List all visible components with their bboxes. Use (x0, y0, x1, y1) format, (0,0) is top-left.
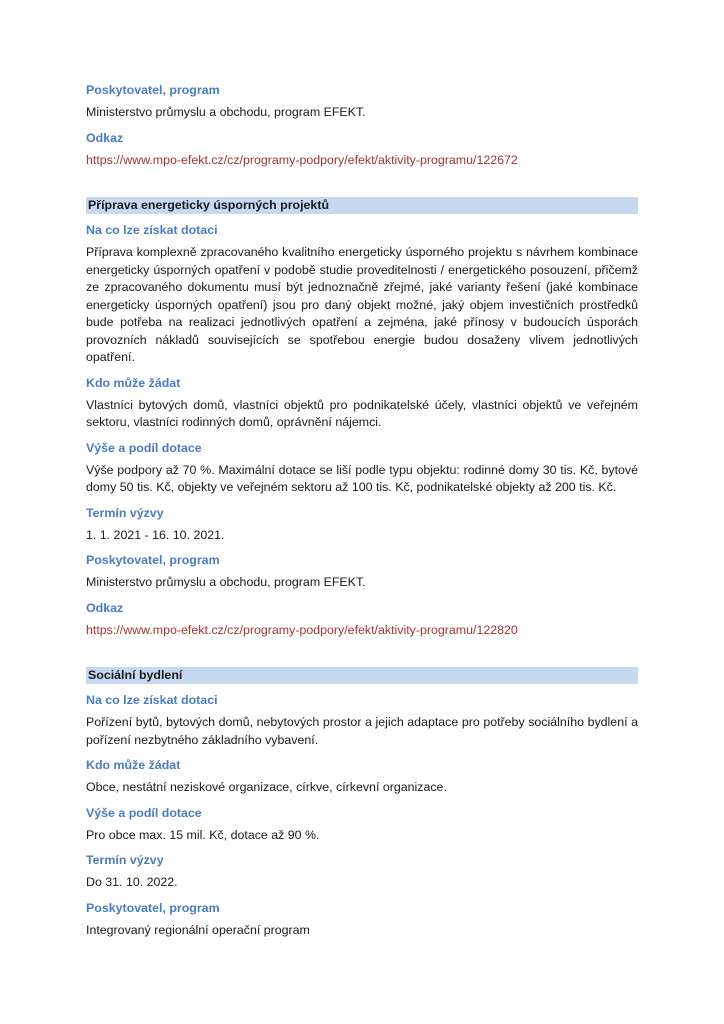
who-text: Vlastníci bytových domů, vlastníci objektů pro podnikatelské účely, vlastníci objektů ve veřejném sektoru, vlastníci rodinných domů, oprávnění nájemci. (86, 397, 638, 429)
provider-label: Poskytovatel, program (86, 83, 220, 97)
provider-text: Ministerstvo průmyslu a obchodu, program EFEKT. (86, 105, 366, 119)
spacer (86, 639, 638, 667)
deadline-text: 1. 1. 2021 - 16. 10. 2021. (86, 527, 225, 542)
amount-text: Pro obce max. 15 mil. Kč, dotace až 90 %. (86, 827, 320, 842)
amount-label: Výše a podíl dotace (86, 805, 202, 820)
deadline-text: Do 31. 10. 2022. (86, 875, 178, 889)
provider-label: Poskytovatel, program (86, 553, 220, 567)
amount-text: Výše podpory až 70 %. Maximální dotace se liší podle typu objektu: rodinné domy 30 tis. Kč, bytové domy 50 tis. Kč, objekty ve veřejném sektoru až 100 tis. Kč, podnikatelské objekty až 200 tis. Kč. (86, 462, 638, 494)
provider-label: Poskytovatel, program (86, 900, 220, 915)
section-title: Příprava energeticky úsporných projektů (86, 197, 638, 214)
what-label: Na co lze získat dotaci (86, 223, 218, 237)
program-link[interactable]: https://www.mpo-efekt.cz/cz/programy-podpory/efekt/aktivity-programu/122672 (86, 152, 518, 167)
who-label: Kdo může žádat (86, 375, 181, 390)
amount-label: Výše a podíl dotace (86, 440, 202, 455)
link-label: Odkaz (86, 600, 124, 615)
deadline-label: Termín výzvy (86, 505, 164, 520)
deadline-label: Termín výzvy (86, 853, 164, 867)
provider-text: Ministerstvo průmyslu a obchodu, program EFEKT. (86, 575, 366, 589)
spacer (86, 169, 638, 197)
provider-text: Integrovaný regionální operační program (86, 922, 310, 937)
what-text: Příprava komplexně zpracovaného kvalitního energeticky úsporného projektu s návrhem kombinace energeticky úsporných opatření v podobě studie proveditelnosti / energetického posouzení, přičemž ze zpracovaného dokumentu musí být jednoznačně zřejmé, jaké varianty řešení (jaké kombinace energeticky úsporných opatření) jsou pro daný objekt možné, jaký objem investičních prostředků bude potřeba na realizaci jednotlivých opatření a zejména, jaké přínosy v budoucích úsporách provozních nákladů souvisejících se spotřebou energie budou dosaženy vlivem jednotlivých opatření. (86, 245, 638, 364)
who-label: Kdo může žádat (86, 758, 181, 772)
what-label: Na co lze získat dotaci (86, 693, 218, 707)
link-label: Odkaz (86, 130, 124, 145)
document-page (86, 82, 638, 947)
program-link[interactable]: https://www.mpo-efekt.cz/cz/programy-podpory/efekt/aktivity-programu/122820 (86, 622, 518, 637)
section-title: Sociální bydlení (86, 667, 638, 684)
what-text: Pořízení bytů, bytových domů, nebytových prostor a jejich adaptace pro potřeby sociálního bydlení a pořízení nezbytného základního vybavení. (86, 715, 638, 747)
who-text: Obce, nestátní neziskové organizace, církve, církevní organizace. (86, 780, 447, 794)
